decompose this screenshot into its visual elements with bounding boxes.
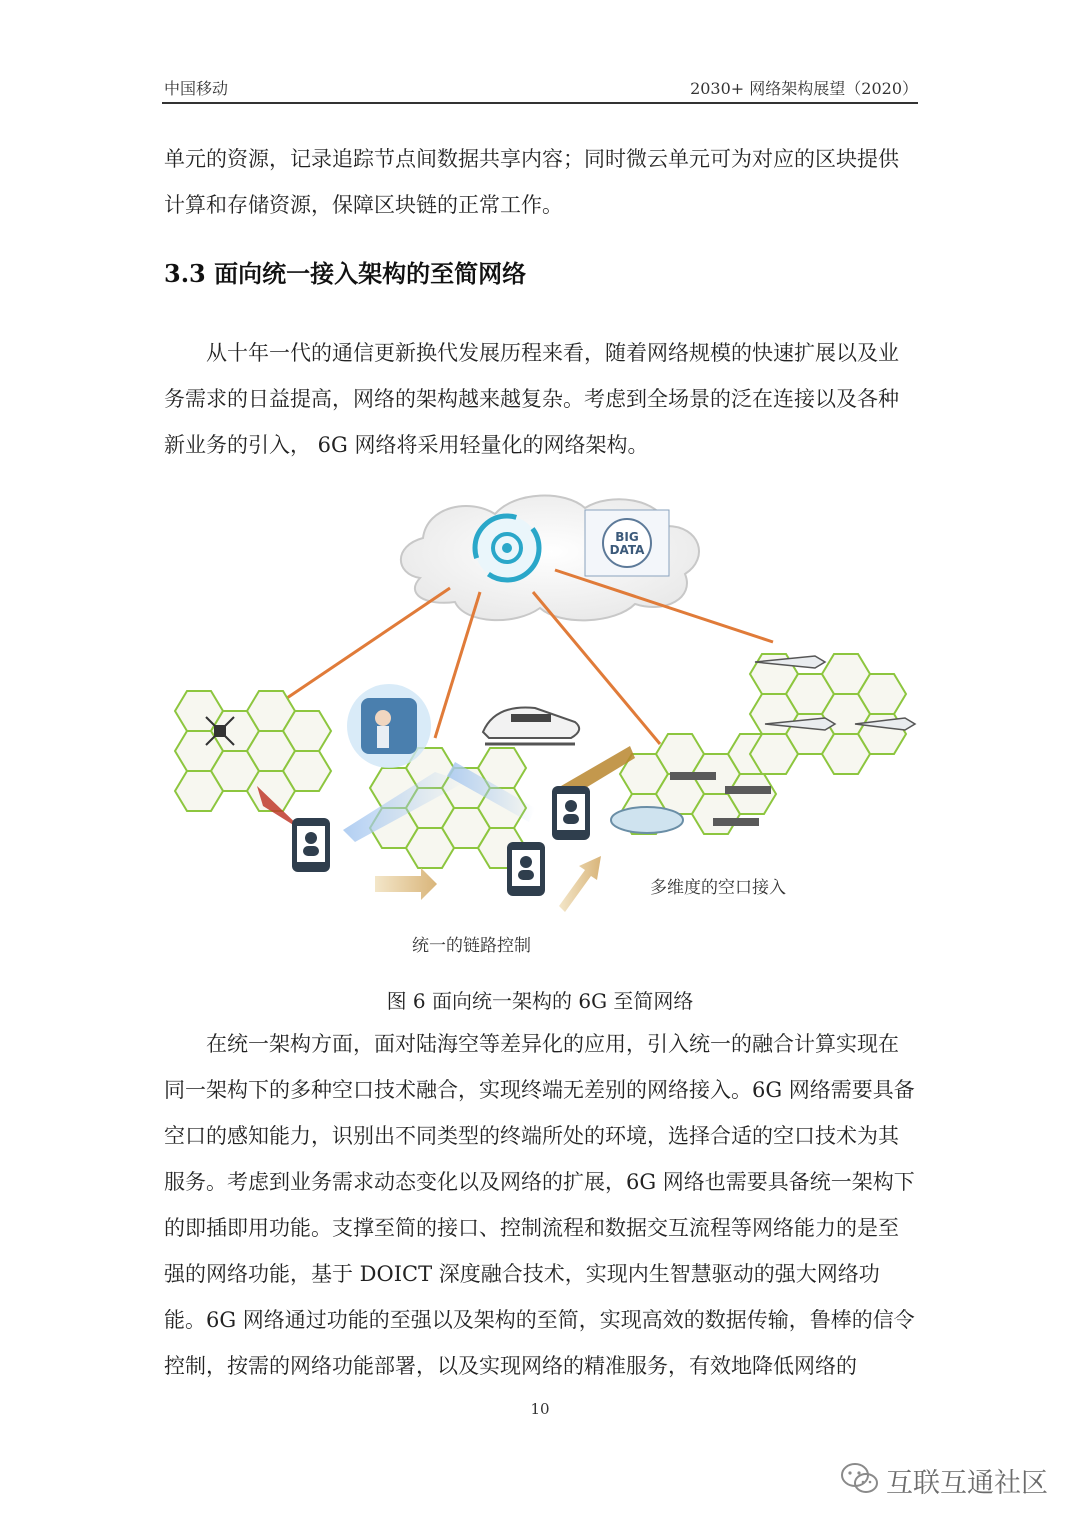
big-data-line1: BIG <box>615 530 639 544</box>
section-title: 3.3 面向统一接入架构的至简网络 <box>164 259 527 288</box>
hex-grid-left <box>175 691 331 811</box>
wechat-icon <box>840 1461 880 1497</box>
figure-caption: 图 6 面向统一架构的 6G 至简网络 <box>386 989 694 1013</box>
submarine-icon <box>611 807 683 833</box>
header-left: 中国移动 <box>164 79 229 98</box>
paragraph-3: 在统一架构方面，面对陆海空等差异化的应用，引入统一的融合计算实现在同一架构下的多种空口技术融合，实现终端无差别的网络接入。6G 网络需要具备空口的感知能力，识别出不同类型的终端所处的环境，选择合适的空口技术为其服务。考虑到业务需求动态变化以及网络的扩展，6G 网络也需要具备统一架构下的即插即用功能。支撑至简的接口、控制流程和数据交互流程等网络能力的是至强的网络功能，基于 DOICT 深度融合技术，实现内生智慧驱动的强大网络功能。6G 网络通过功能的至强以及架构的至简，实现高效的数据传输，鲁棒的信令控制，按需的网络功能部署，以及实现网络的精准服务，有效地降低网络的 <box>164 1032 915 1378</box>
train-icon <box>483 708 579 745</box>
header-rule <box>162 102 918 104</box>
hex-grid-upper-right <box>750 654 906 774</box>
person-glow-icon <box>347 684 431 768</box>
big-data-line2: DATA <box>609 543 645 557</box>
label-link-control: 统一的链路控制 <box>412 936 531 956</box>
label-air-access: 多维度的空口接入 <box>650 878 786 898</box>
paragraph-1: 单元的资源，记录追踪节点间数据共享内容；同时微云单元可为对应的区块提供计算和存储资源，保障区块链的正常工作。 <box>164 147 899 217</box>
page-number: 10 <box>530 1400 550 1418</box>
big-data-icon <box>585 510 669 576</box>
header-right: 2030+ 网络架构展望（2020） <box>690 79 918 98</box>
network-figure <box>165 486 925 970</box>
phone-icon-3 <box>507 842 545 896</box>
watermark <box>840 1455 1060 1505</box>
ai-brain-icon <box>475 516 539 580</box>
watermark-text: 互联互通社区 <box>886 1468 1048 1499</box>
paragraph-2: 从十年一代的通信更新换代发展历程来看，随着网络规模的快速扩展以及业务需求的日益提高，网络的架构越来越复杂。考虑到全场景的泛在连接以及各种新业务的引入， 6G 网络将采用轻量化的网络架构。 <box>164 341 899 457</box>
phone-icon-2 <box>552 786 590 840</box>
phone-icon-1 <box>292 818 330 872</box>
